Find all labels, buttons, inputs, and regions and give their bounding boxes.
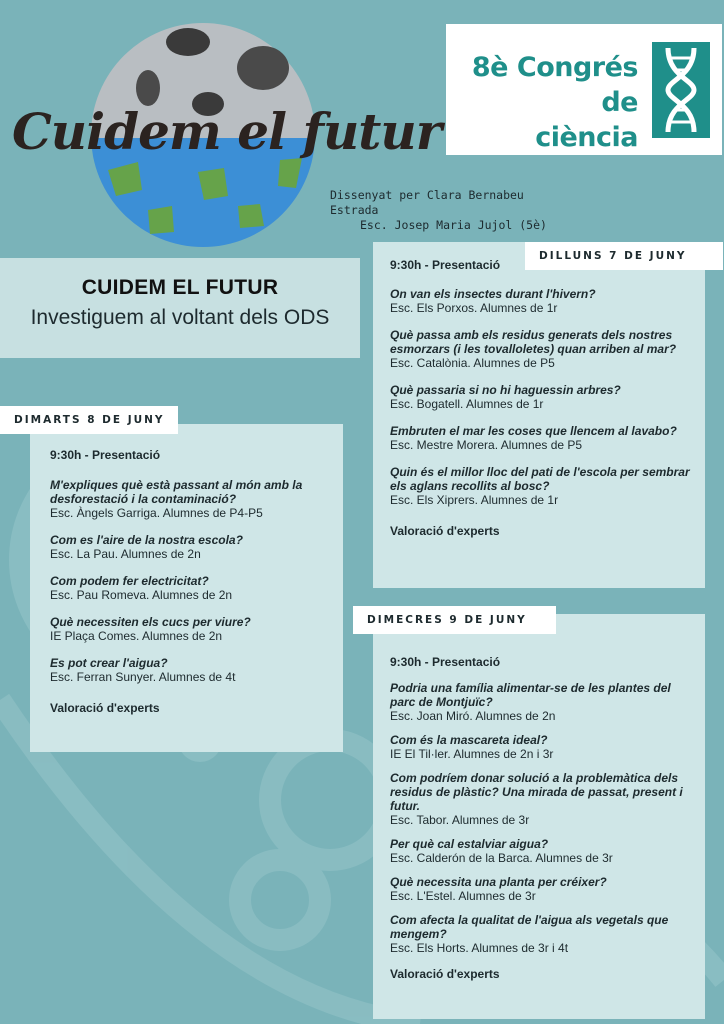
poster-title-script: Cuidem el futur [12, 102, 442, 161]
wednesday-expert-review: Valoració d'experts [390, 967, 500, 981]
congress-badge [446, 24, 722, 155]
list-item [390, 383, 695, 411]
list-item [390, 733, 695, 761]
question: Què passaria si no hi haguessin arbres? [390, 383, 621, 397]
list-item [390, 287, 695, 315]
main-title-banner [0, 258, 360, 358]
school: Esc. Bogatell. Alumnes de 1r [390, 397, 544, 411]
question: Com és la mascareta ideal? [390, 733, 548, 747]
question: On van els insectes durant l'hivern? [390, 287, 596, 301]
school: Esc. Catalònia. Alumnes de P5 [390, 356, 555, 370]
list-item [390, 424, 695, 452]
monday-schedule-card [373, 242, 705, 588]
school: Esc. Tabor. Alumnes de 3r [390, 813, 530, 827]
list-item [50, 478, 333, 520]
dna-logo [652, 42, 710, 138]
congress-line-1: 8è Congrés de [471, 52, 638, 118]
main-heading: CUIDEM EL FUTUR [81, 276, 279, 299]
question: M'expliques què està passant al món amb la desforestació i la contaminació? [50, 478, 303, 506]
school: Esc. Els Xiprers. Alumnes de 1r [390, 493, 559, 507]
dna-icon [652, 42, 710, 138]
list-item [390, 465, 695, 507]
school: Esc. La Pau. Alumnes de 2n [50, 547, 201, 561]
list-item [390, 328, 695, 370]
school: Esc. Els Horts. Alumnes de 3r i 4t [390, 941, 569, 955]
wednesday-day-label: DIMECRES 9 DE JUNY [353, 606, 556, 634]
question: Podria una família alimentar-se de les plantes del parc de Montjuïc? [390, 681, 671, 709]
designer-name: Dissenyat per Clara Bernabeu Estrada [330, 188, 524, 217]
school: Esc. Àngels Garriga. Alumnes de P4-P5 [50, 506, 263, 520]
congress-line-2: ciència [535, 122, 638, 153]
monday-presentation: 9:30h - Presentació [390, 258, 501, 272]
designer-credit [330, 188, 570, 233]
list-item [390, 913, 695, 955]
school: Esc. Calderón de la Barca. Alumnes de 3r [390, 851, 613, 865]
school: Esc. Pau Romeva. Alumnes de 2n [50, 588, 233, 602]
question: Per què cal estalviar aigua? [390, 837, 549, 851]
school: Esc. Ferran Sunyer. Alumnes de 4t [50, 670, 236, 684]
list-item [390, 875, 695, 903]
question: Embruten el mar les coses que llencem al lavabo? [390, 424, 677, 438]
question: Es pot crear l'aigua? [50, 656, 168, 670]
wednesday-schedule-card [373, 614, 705, 1019]
question: Com podríem donar solució a la problemàtica dels residus de plàstic? Una mirada de passat, present i futur. [390, 771, 683, 813]
question: Quin és el millor lloc del pati de l'escola per sembrar els aglans recollits al bosc? [390, 465, 690, 493]
question: Com afecta la qualitat de l'aigua als vegetals que mengem? [390, 913, 669, 941]
monday-expert-review: Valoració d'experts [390, 524, 500, 538]
school: Esc. L'Estel. Alumnes de 3r [390, 889, 536, 903]
main-subheading: Investiguem al voltant dels ODS [30, 306, 330, 329]
school: IE Plaça Comes. Alumnes de 2n [50, 629, 223, 643]
school: Esc. Els Porxos. Alumnes de 1r [390, 301, 558, 315]
question: Què passa amb els residus generats dels nostres esmorzars (i les tovalloletes) quan arriben al mar? [390, 328, 677, 356]
list-item [50, 574, 333, 602]
list-item [50, 656, 333, 684]
list-item [390, 771, 695, 827]
school: Esc. Joan Miró. Alumnes de 2n [390, 709, 556, 723]
tuesday-expert-review: Valoració d'experts [50, 701, 160, 715]
tuesday-presentation: 9:30h - Presentació [50, 448, 161, 462]
tuesday-day-label: DIMARTS 8 DE JUNY [0, 406, 178, 434]
list-item [390, 681, 695, 723]
designer-school: Esc. Josep Maria Jujol (5è) [360, 218, 547, 232]
wednesday-presentation: 9:30h - Presentació [390, 655, 501, 669]
question: Què necessita una planta per créixer? [390, 875, 607, 889]
question: Què necessiten els cucs per viure? [50, 615, 251, 629]
congress-title [466, 50, 638, 155]
monday-day-label: DILLUNS 7 DE JUNY [525, 242, 723, 270]
tuesday-schedule-card [30, 424, 343, 752]
list-item [390, 837, 695, 865]
list-item [50, 615, 333, 643]
list-item [50, 533, 333, 561]
question: Com podem fer electricitat? [50, 574, 209, 588]
question: Com es l'aire de la nostra escola? [50, 533, 243, 547]
school: IE El Til·ler. Alumnes de 2n i 3r [390, 747, 554, 761]
school: Esc. Mestre Morera. Alumnes de P5 [390, 438, 583, 452]
